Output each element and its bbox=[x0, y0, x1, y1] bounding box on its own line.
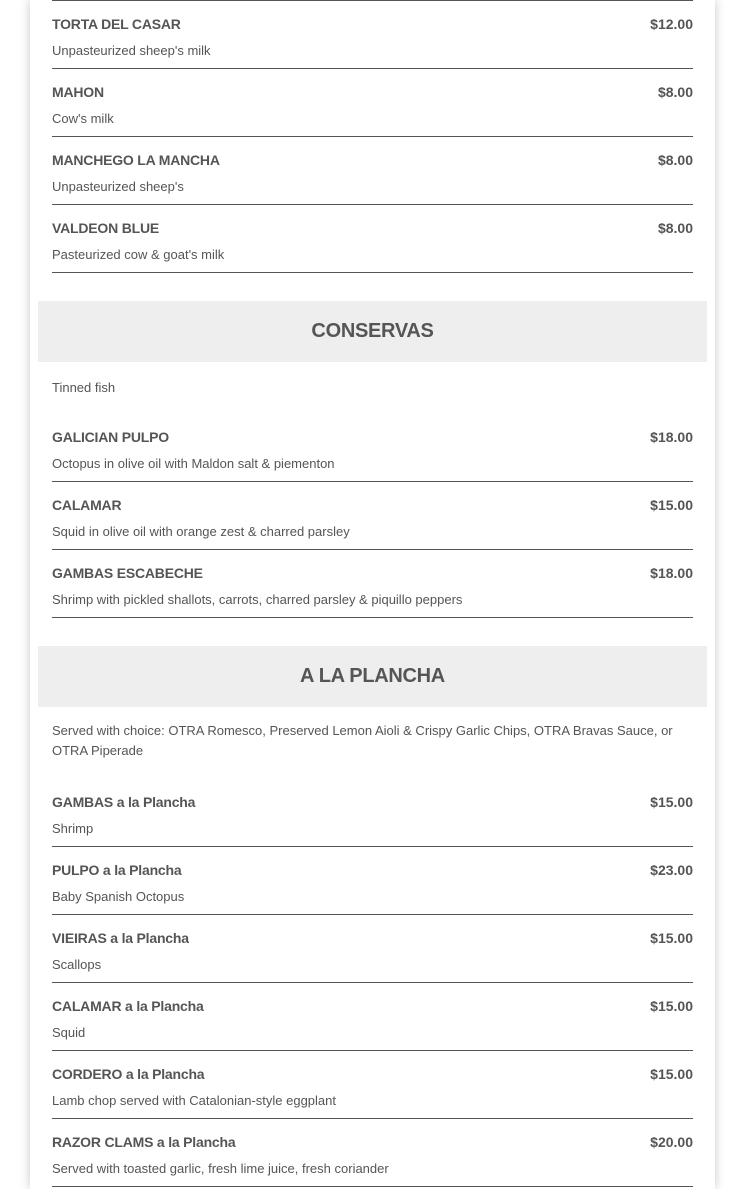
menu-item bbox=[52, 414, 693, 482]
item-name: CALAMAR bbox=[52, 497, 122, 513]
menu-item bbox=[52, 550, 693, 618]
menu-page bbox=[30, 0, 715, 1189]
item-description: Squid bbox=[52, 1025, 86, 1040]
item-price: $23.00 bbox=[650, 862, 693, 878]
item-description: Lamb chop served with Catalonian-style eggplant bbox=[52, 1093, 337, 1108]
menu-item bbox=[52, 983, 693, 1051]
section-title: A LA PLANCHA bbox=[300, 665, 445, 687]
menu-item bbox=[52, 69, 693, 137]
item-description: Squid in olive oil with orange zest & charred parsley bbox=[52, 524, 350, 539]
item-name: VIEIRAS a la Plancha bbox=[52, 930, 189, 946]
item-price: $8.00 bbox=[657, 220, 693, 236]
menu-content bbox=[38, 0, 707, 1187]
item-name: MANCHEGO LA MANCHA bbox=[52, 152, 220, 168]
item-price: $18.00 bbox=[650, 429, 693, 445]
item-description: Served with toasted garlic, fresh lime juice, fresh coriander bbox=[52, 1161, 389, 1176]
item-price: $8.00 bbox=[657, 84, 693, 100]
section-header-conservas bbox=[38, 301, 707, 362]
section-gap bbox=[38, 273, 707, 301]
conservas-list bbox=[38, 414, 707, 618]
menu-item bbox=[52, 205, 693, 273]
menu-item bbox=[52, 1119, 693, 1187]
menu-item bbox=[52, 1, 693, 69]
item-name: MAHON bbox=[52, 84, 104, 100]
item-name: GAMBAS a la Plancha bbox=[52, 794, 196, 810]
item-description: Scallops bbox=[52, 957, 102, 972]
item-price: $18.00 bbox=[650, 565, 693, 581]
section-description: Tinned fish bbox=[52, 380, 116, 395]
item-description: Shrimp with pickled shallots, carrots, charred parsley & piquillo peppers bbox=[52, 592, 463, 607]
item-name: PULPO a la Plancha bbox=[52, 862, 182, 878]
item-description: Unpasteurized sheep's bbox=[52, 179, 184, 194]
item-name: GALICIAN PULPO bbox=[52, 429, 169, 445]
item-name: CALAMAR a la Plancha bbox=[52, 998, 204, 1014]
section-header-plancha bbox=[38, 646, 707, 707]
menu-item bbox=[52, 779, 693, 847]
cheese-list bbox=[38, 1, 707, 273]
item-description: Unpasteurized sheep's milk bbox=[52, 43, 211, 58]
item-name: GAMBAS ESCABECHE bbox=[52, 565, 203, 581]
item-description: Baby Spanish Octopus bbox=[52, 889, 185, 904]
section-title: CONSERVAS bbox=[311, 320, 434, 342]
section-gap bbox=[38, 618, 707, 646]
section-description: Served with choice: OTRA Romesco, Preserved Lemon Aioli & Crispy Garlic Chips, OTRA Bravas Sauce, or OTRA Piperade bbox=[52, 723, 673, 758]
item-name: VALDEON BLUE bbox=[52, 220, 160, 236]
item-price: $15.00 bbox=[650, 998, 693, 1014]
menu-item bbox=[52, 482, 693, 550]
item-price: $15.00 bbox=[650, 1066, 693, 1082]
item-price: $8.00 bbox=[657, 152, 693, 168]
item-price: $15.00 bbox=[650, 930, 693, 946]
plancha-list bbox=[38, 779, 707, 1187]
menu-item bbox=[52, 1051, 693, 1119]
menu-item bbox=[52, 847, 693, 915]
item-description: Pasteurized cow & goat's milk bbox=[52, 247, 225, 262]
item-price: $12.00 bbox=[650, 16, 693, 32]
item-price: $20.00 bbox=[650, 1134, 693, 1150]
item-description: Cow's milk bbox=[52, 111, 114, 126]
item-description: Shrimp bbox=[52, 821, 94, 836]
menu-item bbox=[52, 915, 693, 983]
item-name: RAZOR CLAMS a la Plancha bbox=[52, 1134, 236, 1150]
menu-item bbox=[52, 137, 693, 205]
item-price: $15.00 bbox=[650, 794, 693, 810]
item-name: TORTA DEL CASAR bbox=[52, 16, 181, 32]
item-price: $15.00 bbox=[650, 497, 693, 513]
item-name: CORDERO a la Plancha bbox=[52, 1066, 205, 1082]
item-description: Octopus in olive oil with Maldon salt & piementon bbox=[52, 456, 335, 471]
